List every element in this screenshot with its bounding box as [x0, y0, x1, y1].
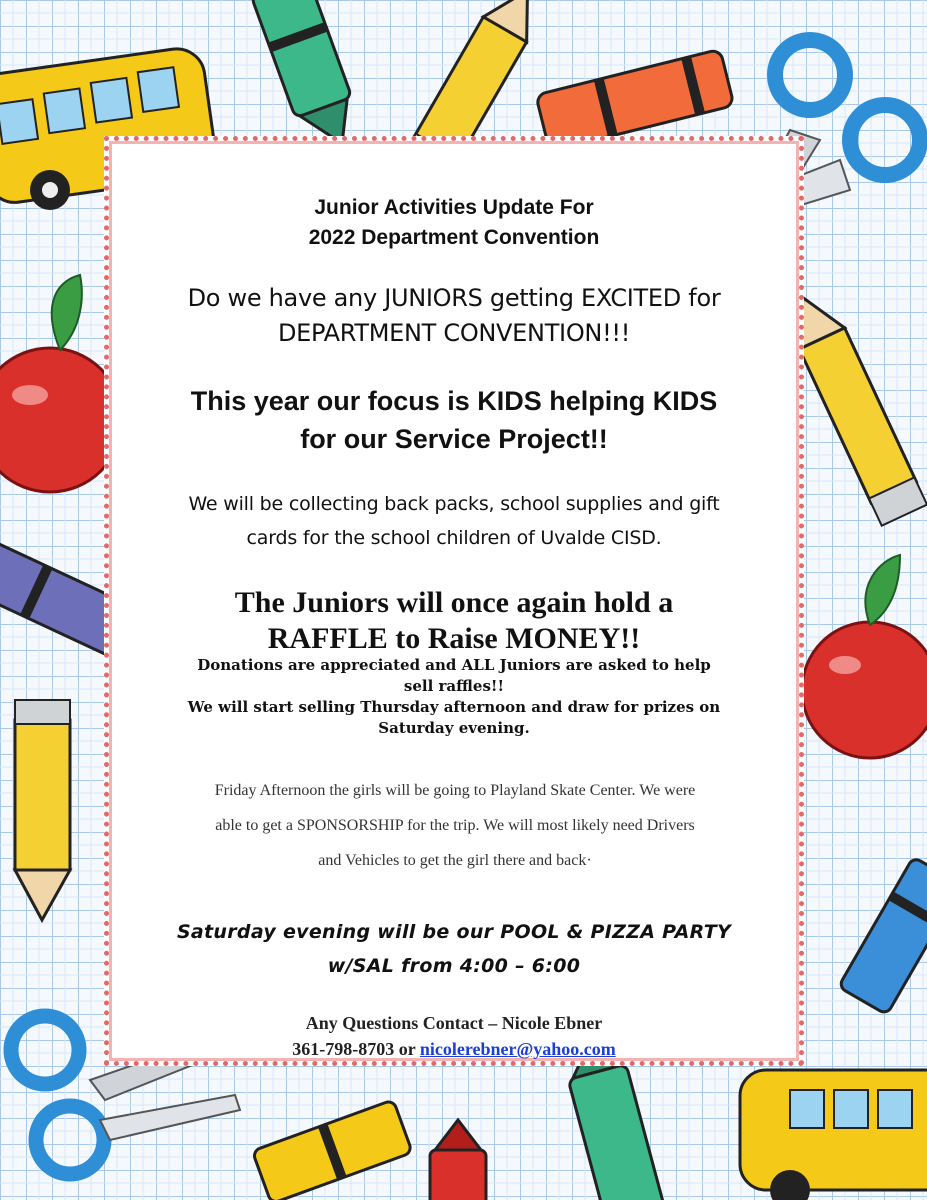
excited-line-1: Do we have any JUNIORS getting EXCITED for — [187, 284, 721, 312]
friday-line-3: and Vehicles to get the girl there and back· — [318, 852, 592, 869]
selling-line-2: Saturday evening. — [378, 719, 530, 737]
friday-text — [140, 773, 770, 878]
friday-line-2: able to get a SPONSORSHIP for the trip. We will most likely need Drivers — [215, 817, 695, 834]
party-line-2: w/SAL from 4:00 – 6:00 — [327, 955, 581, 977]
title-line-2: 2022 Department Convention — [308, 226, 600, 249]
contact-name: Any Questions Contact – Nicole Ebner — [305, 1013, 603, 1033]
excited-line-2: DEPARTMENT CONVENTION!!! — [277, 319, 631, 347]
contact-phone: 361-798-8703 or — [292, 1039, 420, 1059]
contact-email-link[interactable]: nicolerebner@yahoo.com — [419, 1039, 616, 1059]
collect-line-1: We will be collecting back packs, school supplies and gift — [188, 493, 720, 515]
focus-line-2: for our Service Project!! — [300, 424, 608, 454]
excited-text — [104, 281, 804, 351]
pencil-icon — [15, 700, 70, 920]
raffle-line-2: RAFFLE to Raise MONEY!! — [267, 622, 641, 655]
party-line-1: Saturday evening will be our POOL & PIZZA PARTY — [176, 921, 732, 943]
raffle-heading — [104, 585, 804, 657]
raffle-line-1: The Juniors will once again hold a — [234, 586, 674, 619]
donations-line-2: sell raffles!! — [403, 677, 505, 695]
contact-info — [104, 1010, 804, 1062]
party-heading — [104, 915, 804, 983]
title-line-1: Junior Activities Update For — [314, 196, 594, 219]
raffle-details — [104, 655, 804, 739]
selling-line-1: We will start selling Thursday afternoon and draw for prizes on — [187, 698, 721, 716]
collecting-text — [104, 487, 804, 555]
collect-line-2: cards for the school children of Uvalde CISD. — [246, 527, 662, 549]
flyer-title — [104, 193, 804, 253]
focus-line-1: This year our focus is KIDS helping KIDS — [190, 386, 718, 416]
focus-heading — [104, 382, 804, 458]
school-bus-icon — [740, 1070, 927, 1200]
donations-line-1: Donations are appreciated and ALL Juniors are asked to help — [197, 656, 711, 674]
friday-line-1: Friday Afternoon the girls will be going to Playland Skate Center. We were — [214, 782, 696, 799]
